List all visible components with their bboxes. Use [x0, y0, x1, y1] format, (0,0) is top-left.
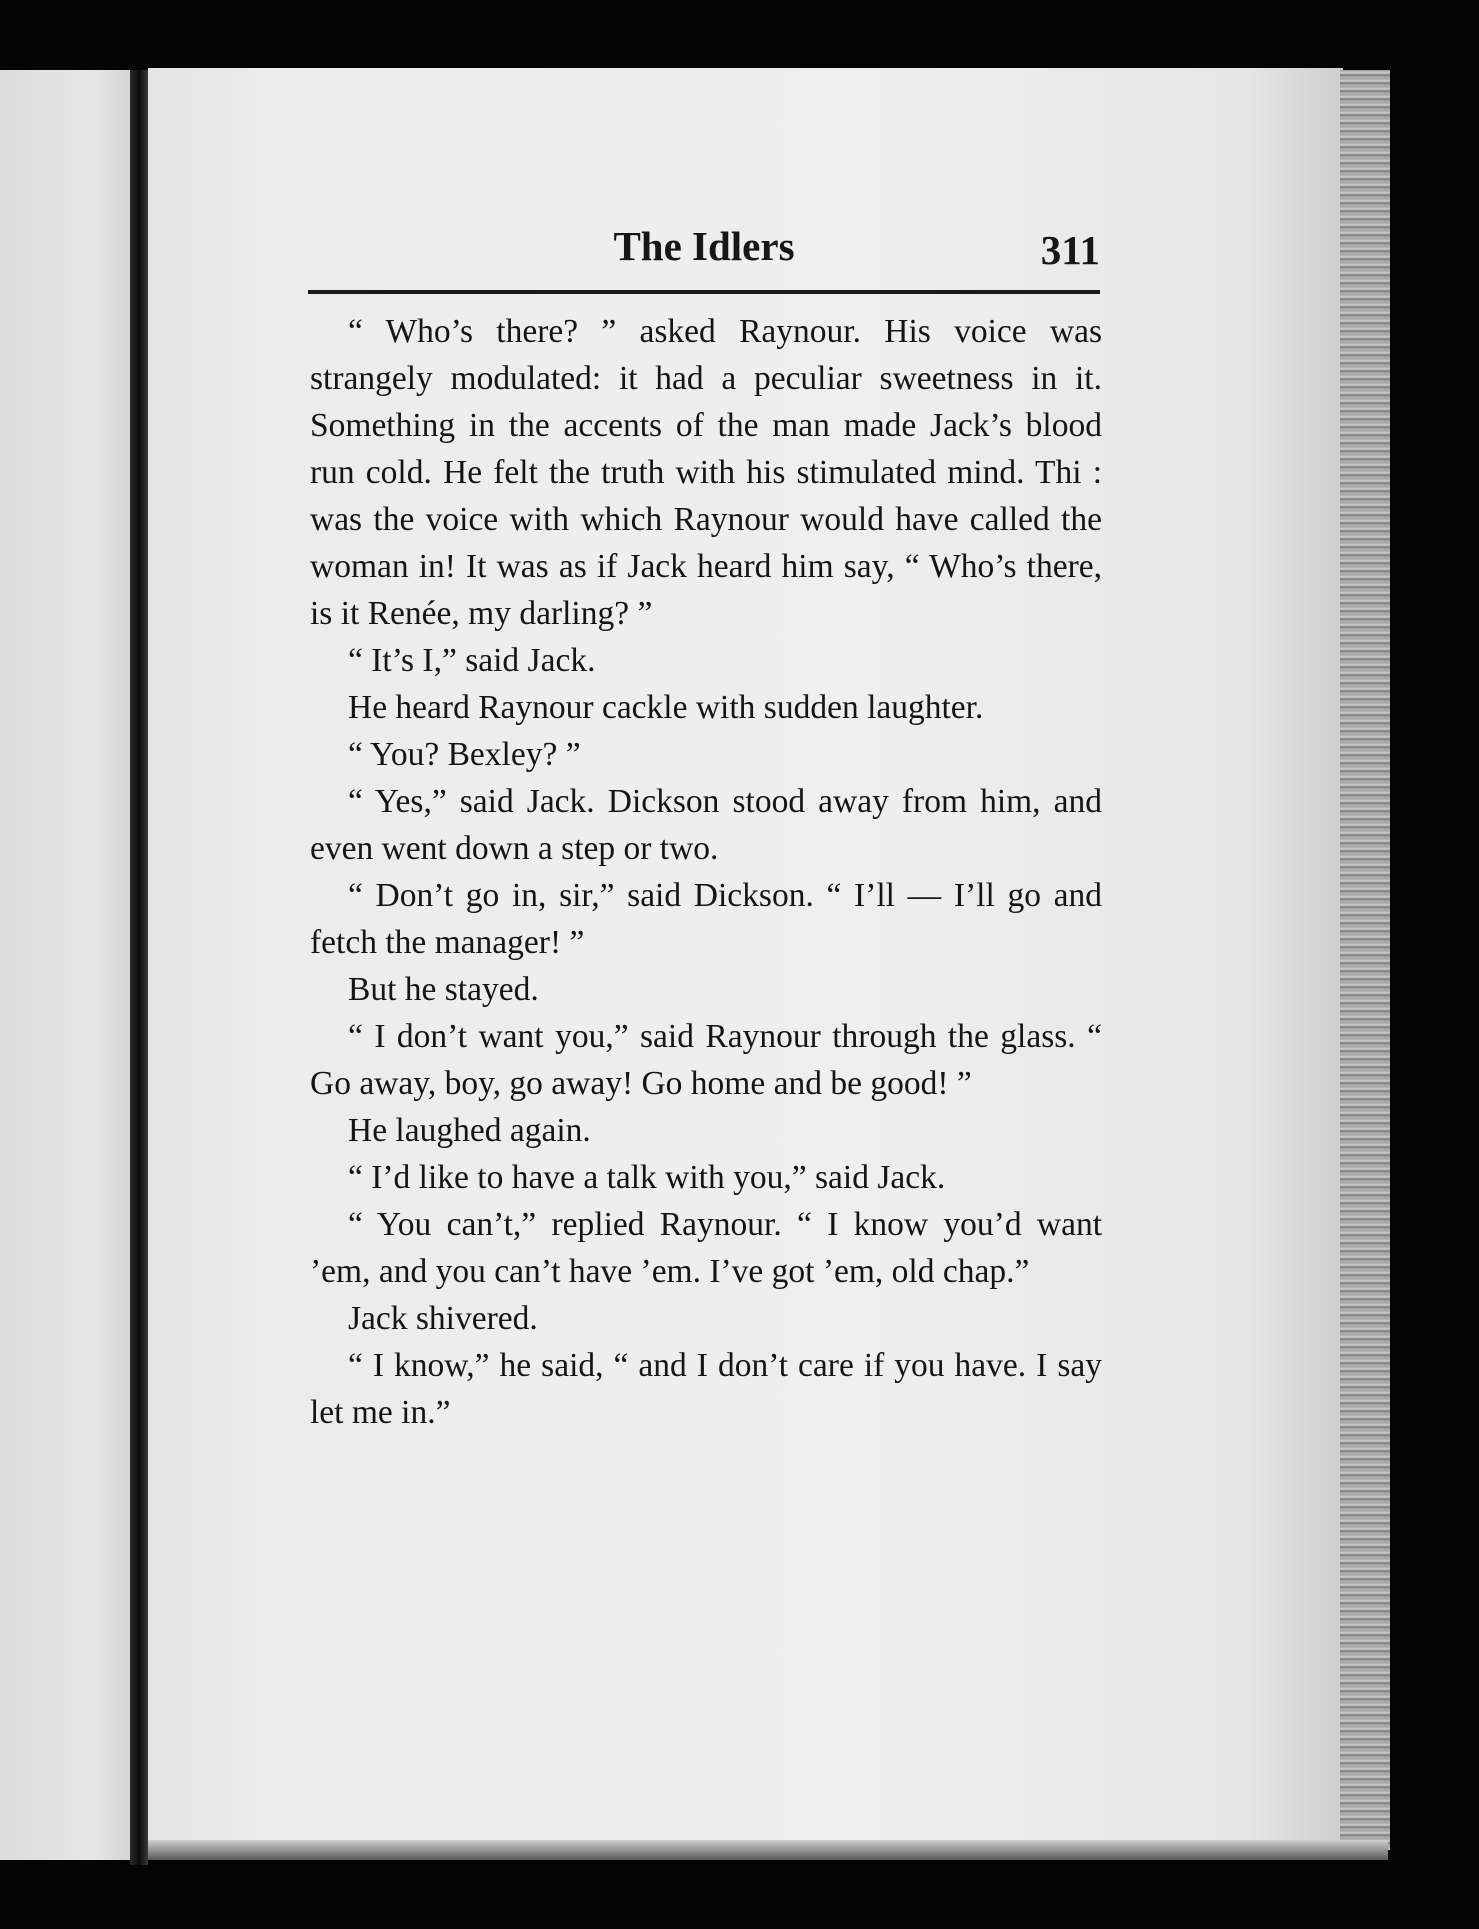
paragraph: “ Don’t go in, sir,” said Dickson. “ I’ll — I’ll go and fetch the manager! ” — [310, 877, 1102, 961]
paragraph: “ You can’t,” replied Raynour. “ I know you’d want ’em, and you can’t have ’em. I’ve got ’em, old chap.” — [310, 1206, 1102, 1290]
paragraph: He laughed again. — [348, 1112, 591, 1149]
paragraph: “ I’d like to have a talk with you,” said Jack. — [348, 1159, 946, 1196]
paragraph: “ Yes,” said Jack. Dickson stood away from him, and even went down a step or two. — [310, 783, 1102, 867]
facing-page-edge — [0, 70, 135, 1860]
book-gutter — [130, 70, 148, 1865]
paragraph: Jack shivered. — [348, 1300, 538, 1337]
body-text — [310, 308, 1102, 1436]
page-stack-edge — [1340, 70, 1390, 1850]
page-number: 311 — [1040, 227, 1100, 273]
paragraph: But he stayed. — [348, 971, 539, 1008]
paragraph: “ It’s I,” said Jack. — [348, 642, 596, 679]
running-head — [308, 222, 1100, 282]
paragraph: “ You? Bexley? ” — [348, 736, 581, 773]
header-rule — [308, 290, 1100, 294]
paragraph: “ I don’t want you,” said Raynour through the glass. “ Go away, boy, go away! Go home and be good! ” — [310, 1018, 1102, 1102]
running-head-title: The Idlers — [613, 223, 795, 269]
paragraph: “ Who’s there? ” asked Raynour. His voice was strangely modulated: it had a peculiar sweetness in it. Something in the accents of the man made Jack’s blood run cold. He felt the truth with his stimulated mind. Thi : was the voice with which Raynour would have called the woman in! It was as if Jack heard him say, “ Who’s there, is it Renée, my darling? ” — [310, 313, 1102, 632]
page-bottom-shadow — [148, 1840, 1388, 1860]
paragraph: “ I know,” he said, “ and I don’t care if you have. I say let me in.” — [310, 1347, 1102, 1431]
paragraph: He heard Raynour cackle with sudden laughter. — [348, 689, 984, 726]
